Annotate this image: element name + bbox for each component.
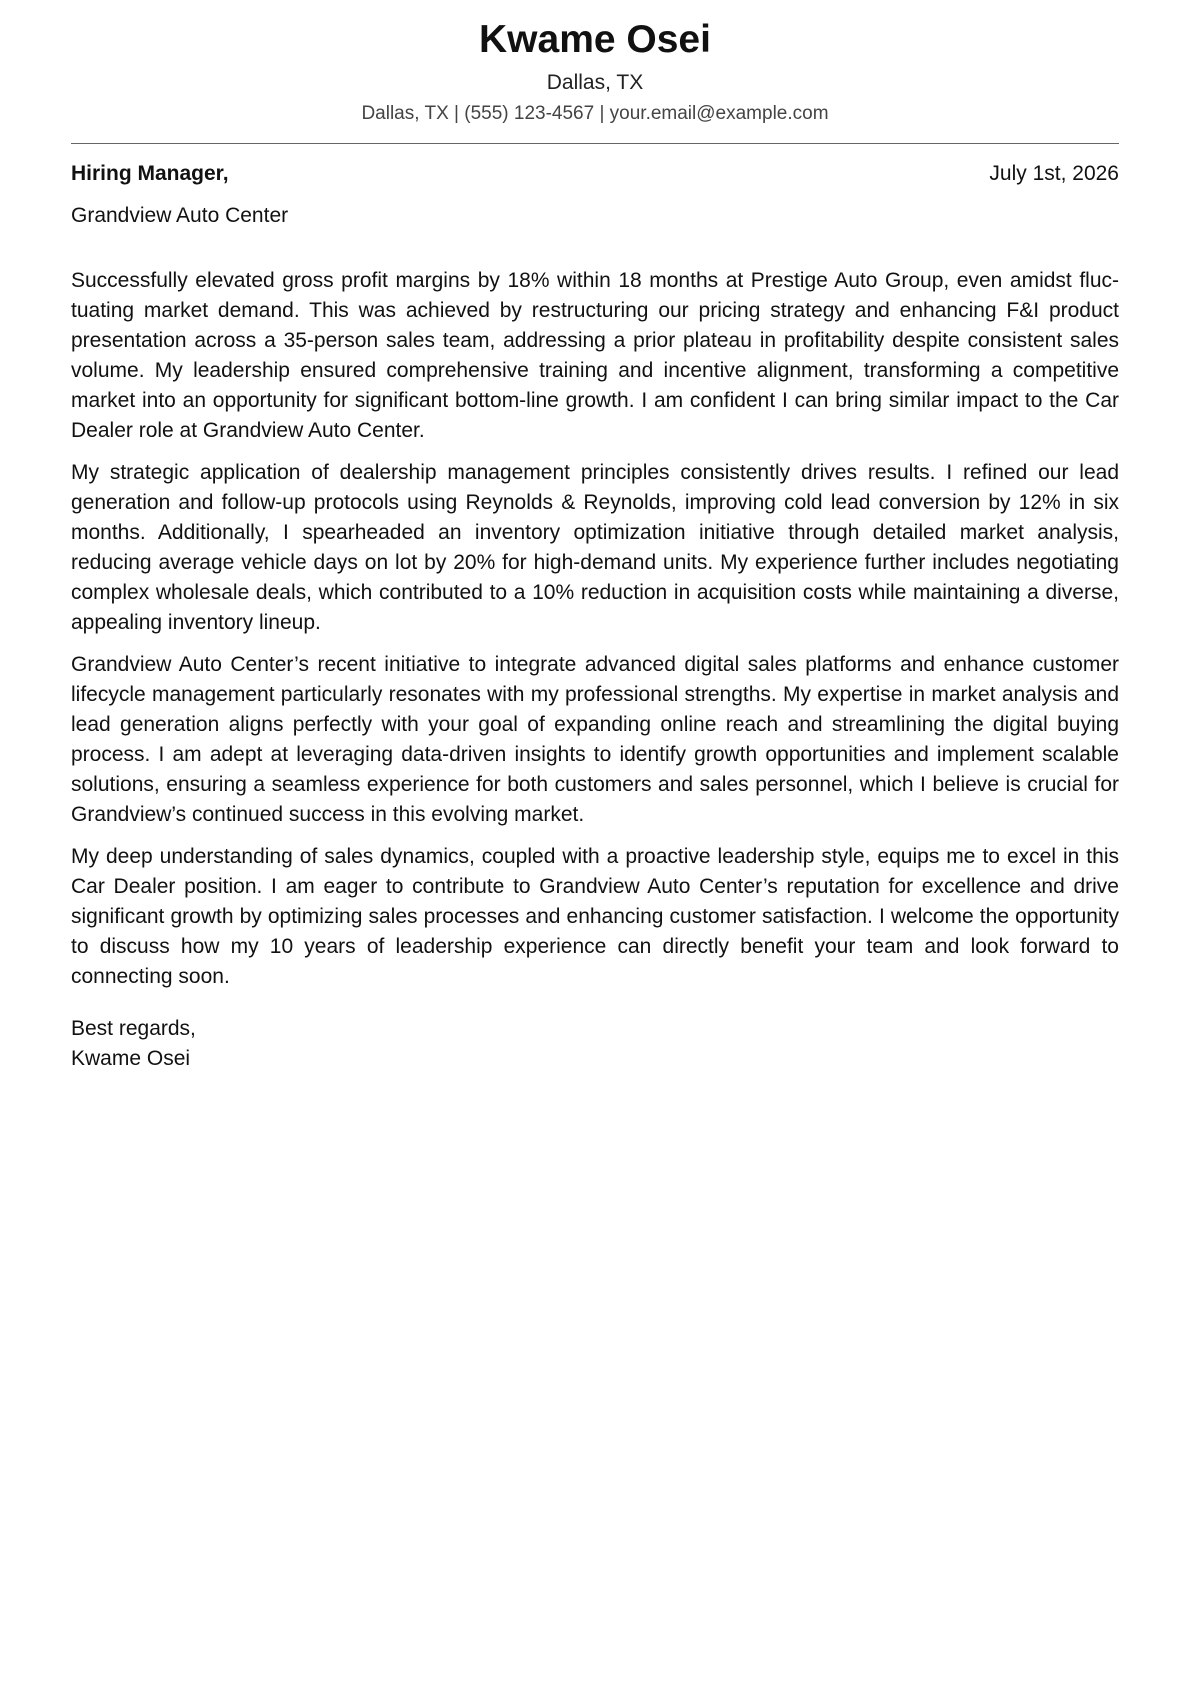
letter-closing	[71, 1014, 1119, 1074]
closing-salutation: Best regards,	[71, 1017, 196, 1040]
signature-name: Kwame Osei	[71, 1047, 191, 1070]
body-paragraph: My deep understanding of sales dynamics, coupled with a proactive leadership style, equips me to excel in this Car Dealer position. I am eager to contribute to Grandview Auto Center’s reputation for excellence and drive significant growth by optimizing sales processes and enhancing customer satisfaction. I welcome the opportunity to discuss how my 10 years of leadership experience can directly benefit your team and look forward to connecting soon.	[71, 845, 1119, 988]
letter-body	[71, 266, 1119, 992]
recipient-company: Grandview Auto Center	[71, 204, 289, 227]
sender-city: Dallas, TX	[546, 71, 644, 94]
body-paragraph: Grandview Auto Center’s recent initiative to integrate advanced digital sales platforms and enhance customer lifecycle management particularly resonates with my professional strengths. My expertise in market analysis and lead generation aligns perfectly with your goal of expanding online reach and streamlining the digital buying process. I am adept at leveraging data-driven insights to identify growth opportunities and implement scalable solutions, ensuring a seamless experience for both customers and sales personnel, which I believe is crucial for Grandview’s continued success in this evolving market.	[71, 653, 1119, 826]
header-divider	[71, 143, 1119, 144]
sender-name: Kwame Osei	[479, 18, 711, 61]
letter-date: July 1st, 2026	[989, 162, 1119, 185]
letter-header	[71, 0, 1119, 127]
recipient-salutation: Hiring Manager,	[71, 162, 229, 185]
body-paragraph: Successfully elevated gross profit margins by 18% within 18 months at Prestige Auto Group, even amidst fluctuating market demand. This was achieved by restructuring our pricing strategy and enhancing F&I product presentation across a 35-person sales team, addressing a prior plateau in profitability despite consistent sales volume. My leadership ensured comprehensive training and incentive alignment, transforming a competitive market into an opportunity for significant bottom-line growth. I am confident I can bring similar impact to the Car Dealer role at Grandview Auto Center.	[71, 269, 1119, 442]
sender-contact-line: Dallas, TX | (555) 123-4567 | your.email@example.com	[361, 103, 829, 124]
body-paragraph: My strategic application of dealership management principles consistently drives results. I refined our lead generation and follow-up protocols using Reynolds & Reynolds, improving cold lead conversion by 12% in six months. Additionally, I spearheaded an inventory optimization initiative through detailed market analysis, reducing average vehicle days on lot by 20% for high-demand units. My experience further includes negotiating complex wholesale deals, which contributed to a 10% reduction in acquisition costs while maintaining a diverse, appealing inventory lineup.	[71, 461, 1119, 634]
recipient-date-row	[71, 160, 1119, 188]
